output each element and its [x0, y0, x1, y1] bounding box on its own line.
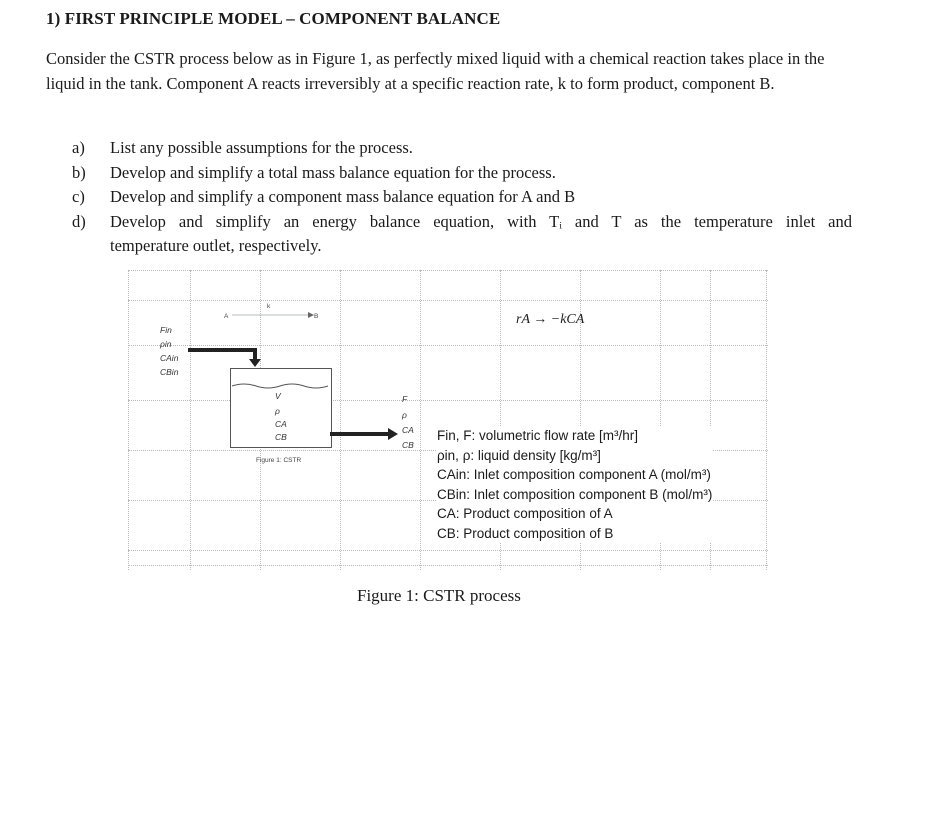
figure-caption: Figure 1: CSTR process	[357, 586, 521, 605]
question-text: Develop and simplify a total mass balance equation for the process.	[110, 162, 556, 182]
tank-caption: Figure 1: CSTR	[256, 457, 302, 464]
outlet-ca-label: CA	[402, 425, 414, 435]
outlet-arrow-icon	[388, 428, 398, 440]
reaction-arrow	[230, 310, 314, 320]
grid-line	[128, 400, 768, 401]
tank-volume-label: V	[275, 391, 281, 401]
question-a	[72, 136, 852, 161]
legend-item: CA: Product composition of A	[437, 506, 613, 521]
question-text-line-2: temperature outlet, respectively.	[110, 236, 322, 255]
question-label: d)	[72, 211, 86, 231]
variable-legend	[437, 426, 712, 543]
question-list	[72, 136, 852, 259]
outlet-density-label: ρ	[402, 410, 407, 420]
grid-line	[128, 300, 768, 301]
tank-cb-label: CB	[275, 432, 287, 442]
question-text-line-1: Develop and simplify an energy balance equation, with Tᵢ and T as the temperature inlet and	[110, 211, 852, 231]
grid-line	[128, 345, 768, 346]
legend-item: CAin: Inlet composition component A (mol/m³)	[437, 467, 711, 482]
legend-item: Fin, F: volumetric flow rate [m³/hr]	[437, 428, 639, 443]
grid-line	[766, 270, 767, 570]
question-text	[110, 210, 852, 259]
grid-line	[340, 270, 341, 570]
outlet-pipe	[330, 432, 392, 436]
question-b	[72, 161, 852, 186]
grid-line	[420, 270, 421, 570]
grid-line	[190, 270, 191, 570]
question-text: Develop and simplify a component mass balance equation for A and B	[110, 187, 576, 206]
legend-item: CB: Product composition of B	[437, 525, 614, 541]
tank-ca-label: CA	[275, 419, 287, 429]
grid-line	[128, 550, 768, 551]
grid-line	[128, 270, 768, 271]
question-d	[72, 210, 852, 259]
rate-law: rA → −kCA	[516, 312, 585, 327]
legend-item: ρin, ρ: liquid density [kg/m³]	[437, 447, 601, 463]
reactant-a-label: A	[224, 313, 229, 320]
outlet-cb-label: CB	[402, 440, 414, 450]
question-c	[72, 185, 852, 210]
question-label: c)	[72, 187, 85, 206]
section-heading: 1) FIRST PRINCIPLE MODEL – COMPONENT BALANCE	[46, 9, 501, 28]
rate-constant-label: k	[267, 303, 271, 310]
inlet-cb-label: CBin	[160, 367, 179, 377]
legend-item: CBin: Inlet composition component B (mol/m³)	[437, 486, 713, 502]
inlet-flow-label: Fin	[160, 325, 172, 335]
question-label: a)	[72, 138, 85, 157]
question-text: List any possible assumptions for the process.	[110, 138, 413, 157]
inlet-arrow-icon	[248, 348, 262, 368]
inlet-density-label: ρin	[160, 339, 172, 349]
question-label: b)	[72, 162, 86, 182]
outlet-flow-label: F	[402, 394, 408, 404]
problem-statement: Consider the CSTR process below as in Figure 1, as perfectly mixed liquid with a chemical reaction takes place in the liquid in the tank. Component A reacts irreversibly at a specific reaction rate, k to form product, component B.	[46, 49, 825, 93]
grid-line	[128, 270, 129, 570]
inlet-pipe	[188, 348, 256, 352]
grid-line	[128, 565, 768, 566]
product-b-label: B	[314, 313, 319, 320]
inlet-ca-label: CAin	[160, 353, 179, 363]
tank-density-label: ρ	[275, 406, 280, 416]
